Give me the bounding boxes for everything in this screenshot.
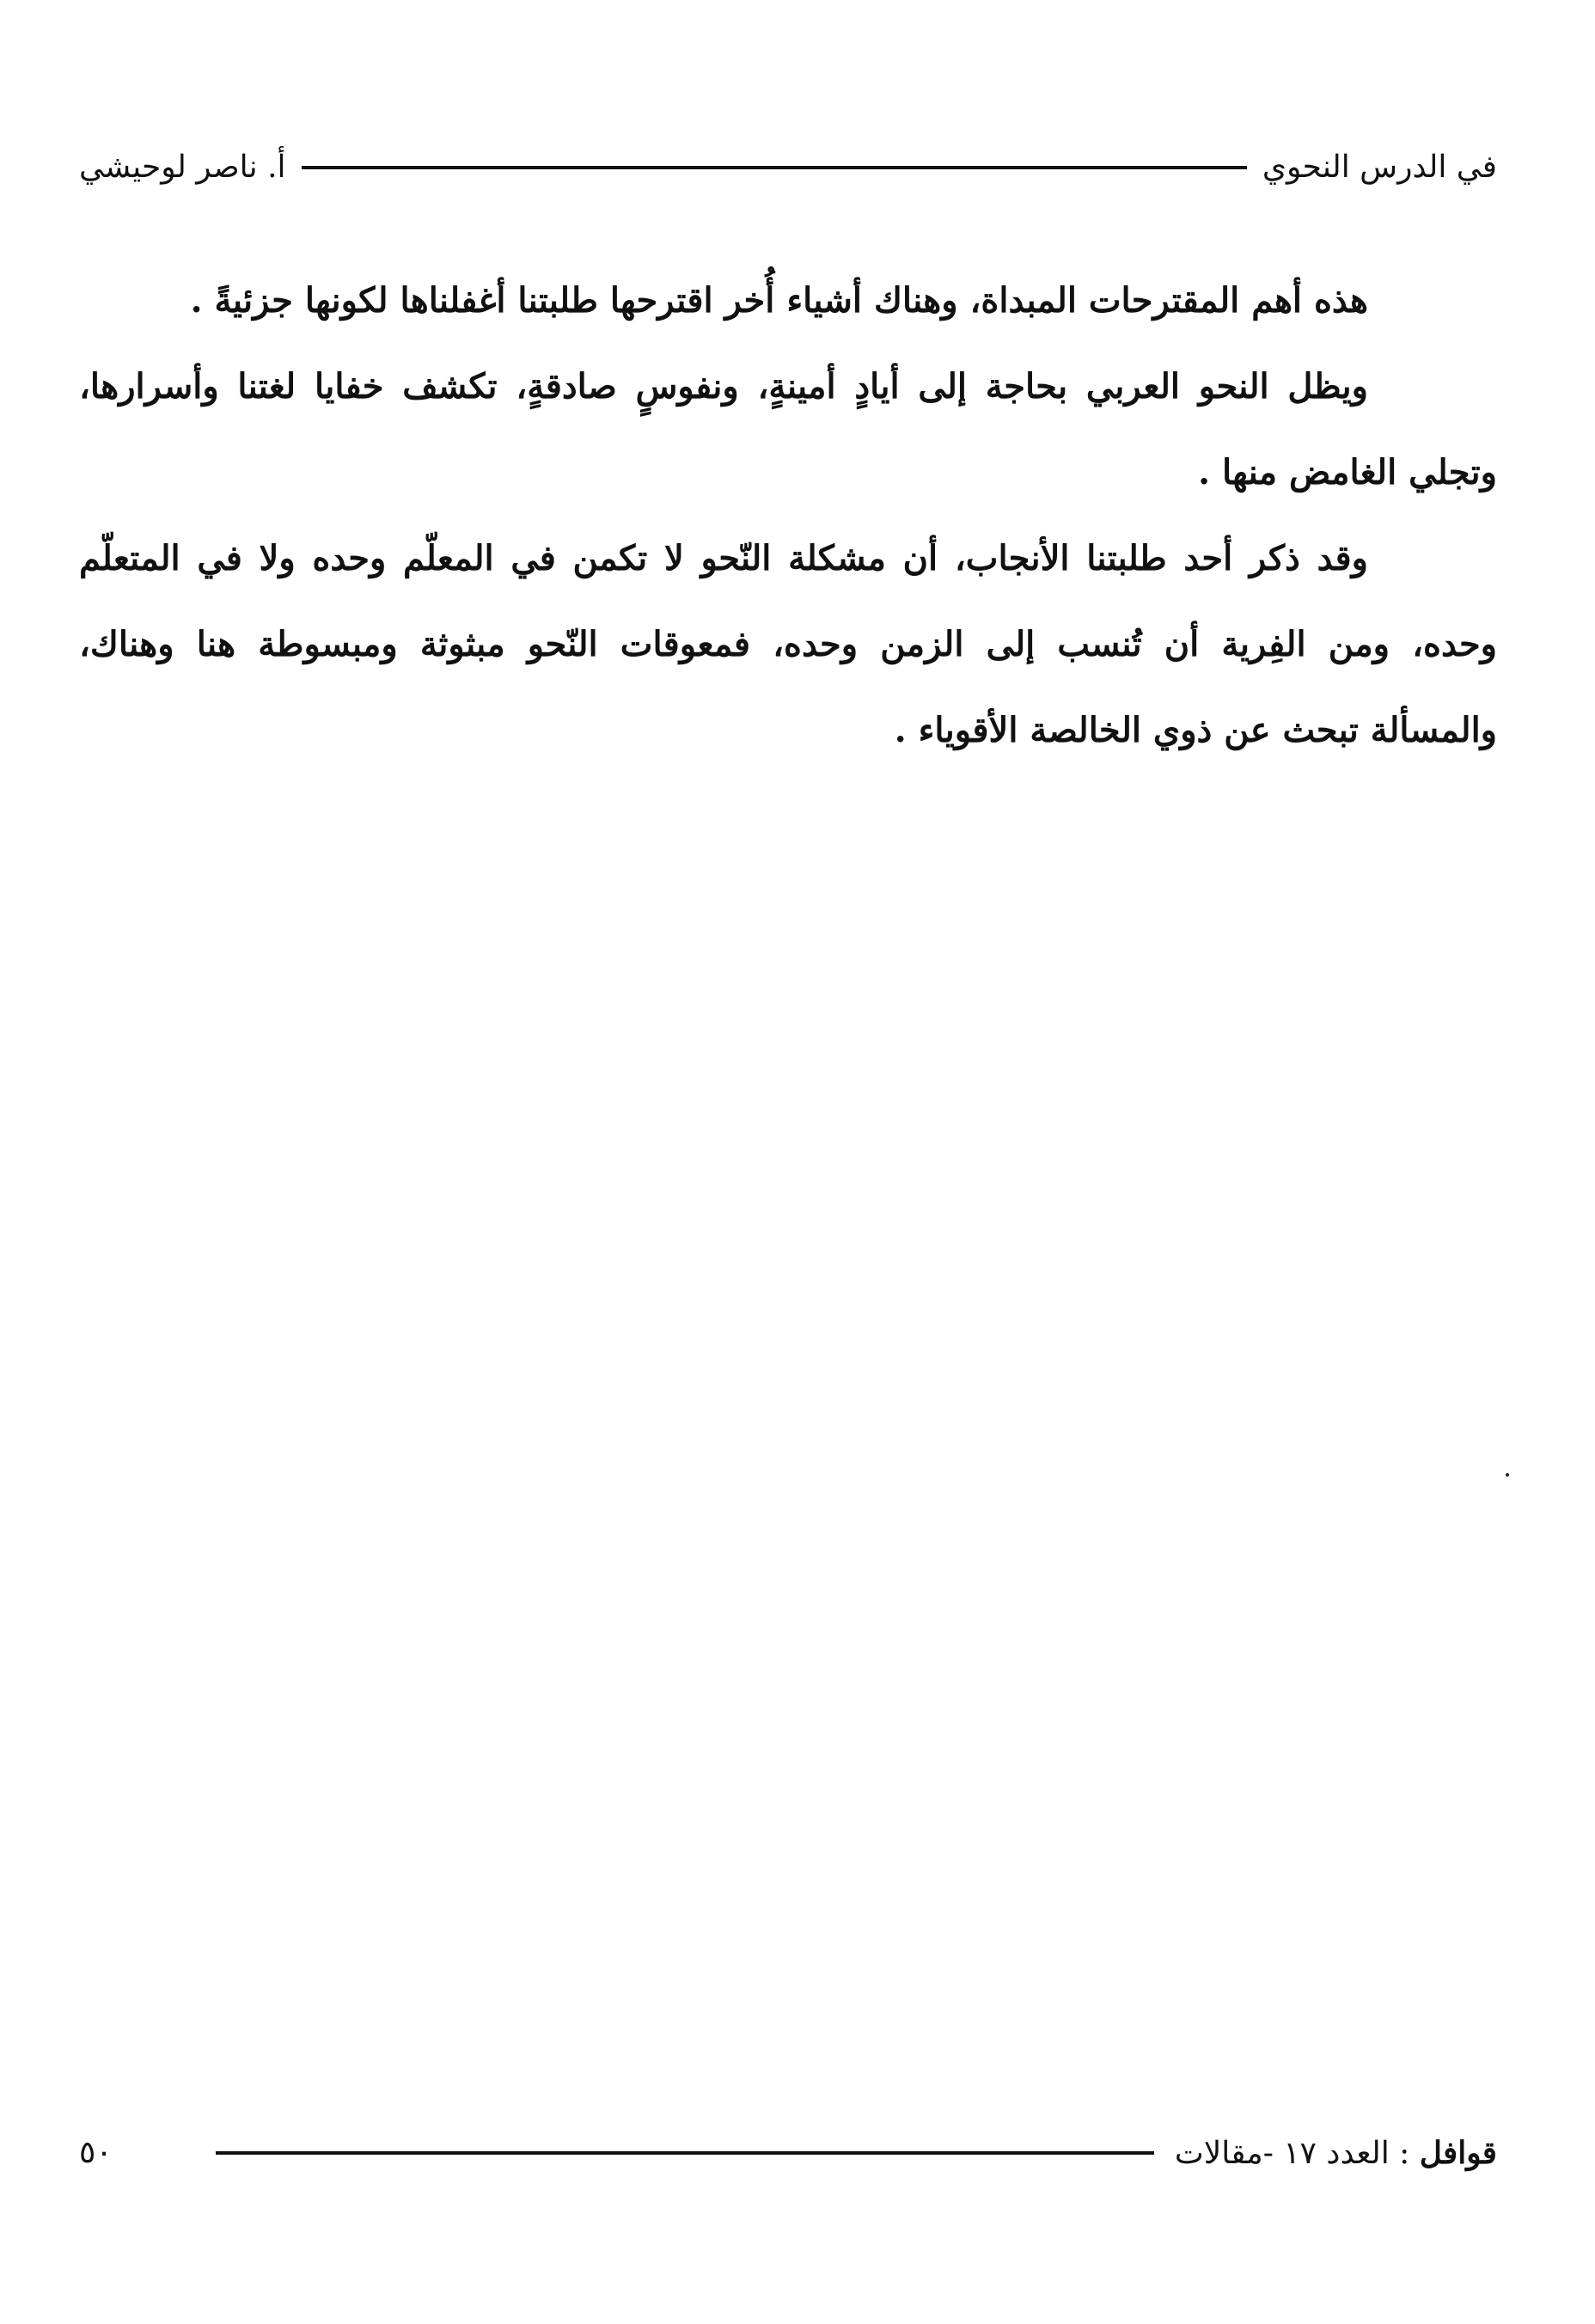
scan-speck: [1506, 1473, 1509, 1477]
footer-issue: : العدد ١٧ -مقالات: [1174, 2135, 1410, 2171]
running-footer: [79, 2123, 1497, 2183]
footer-journal-info: [1174, 2134, 1497, 2171]
footer-journal-name: قوافل: [1419, 2134, 1497, 2171]
header-author: أ. ناصر لوحيشي: [79, 150, 286, 185]
paragraph-3: وقد ذكر أحد طلبتنا الأنجاب، أن مشكلة النّحو لا تكمن في المعلّم وحده ولا في المتعلّم وحده، ومن الفِرية أن تُنسب إلى الزمن وحده، فمعوقات النّحو مبثوثة ومبسوطة هنا وهناك، والمسألة تبحث عن ذوي الخالصة الأقوياء .: [79, 538, 1498, 750]
header-section-title: في الدرس النحوي: [1262, 150, 1497, 185]
article-body: [79, 258, 1497, 774]
running-header: [79, 138, 1497, 198]
paragraph-2: ويظل النحو العربي بحاجة إلى أيادٍ أمينةٍ، ونفوسٍ صادقةٍ، تكشف خفايا لغتنا وأسرارها، وتجلي الغامض منها .: [79, 366, 1497, 492]
paragraph-1: هذه أهم المقترحات المبداة، وهناك أشياء أُخر اقترحها طلبتنا أغفلناها لكونها جزئيةً .: [190, 280, 1368, 321]
footer-rule: [216, 2151, 1154, 2155]
header-rule: [302, 166, 1247, 169]
page-number: ٥٠: [79, 2135, 113, 2170]
